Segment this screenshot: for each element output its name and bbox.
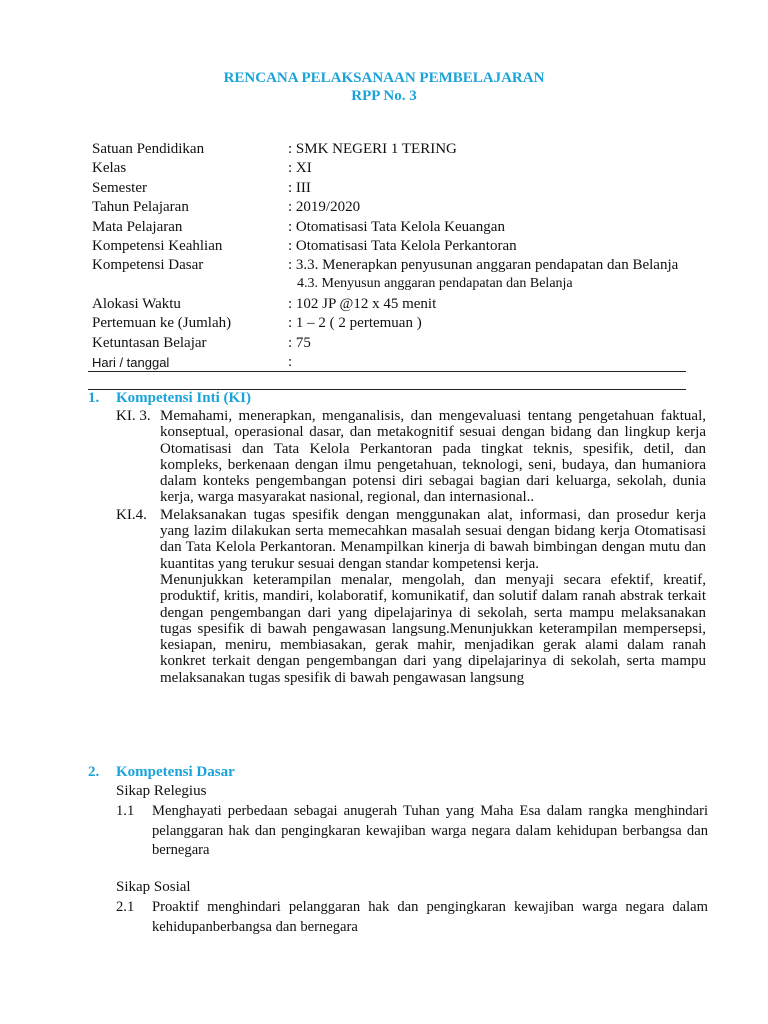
document-title: RENCANA PELAKSANAAN PEMBELAJARAN xyxy=(223,70,545,86)
item-text: Proaktif menghindari pelanggaran hak dan pengingkaran kewajiban warga negara dalam kehidupanberbangsa dan bernegara xyxy=(152,899,708,935)
info-label: Kompetensi Keahlian xyxy=(92,238,223,255)
info-row xyxy=(92,237,712,256)
info-value-group xyxy=(288,256,712,290)
list-item xyxy=(116,898,708,937)
item-label: KI. 3. xyxy=(116,408,151,424)
info-row xyxy=(92,295,712,314)
item-text: Menghayati perbedaan sebagai anugerah Tuhan yang Maha Esa dalam rangka menghindari pelanggaran hak dan pengingkaran kewajiban warga negara dalam kehidupan berbangsa dan bernegara xyxy=(152,803,708,859)
item-text: Memahami, menerapkan, menganalisis, dan mengevaluasi tentang pengetahuan faktual, konseptual, operasional dasar, dan metakognitif sesuai dengan bidang dan lingkup kerja Otomatisasi dan Tata Kelola Perkantoran pada tingkat teknis, spesifik, detil, dan kompleks, berkenaan dengan ilmu pengetahuan, teknologi, seni, budaya, dan humaniora dalam konteks pengembangan potensi diri sebagai bagian dari keluarga, sekolah, dunia kerja, warga masyarakat nasional, regional, dan internasional.. xyxy=(160,408,706,506)
info-label: Ketuntasan Belajar xyxy=(92,334,207,351)
item-text-group xyxy=(160,507,706,686)
info-row xyxy=(92,140,712,159)
list-item xyxy=(116,802,708,861)
section-number: 2. xyxy=(88,764,100,780)
info-value: : Otomatisasi Tata Kelola Keuangan xyxy=(288,218,505,235)
info-row xyxy=(92,179,712,198)
list-item xyxy=(116,408,706,506)
info-value: : XI xyxy=(288,160,312,177)
info-label: Alokasi Waktu xyxy=(92,295,181,312)
group-title: Sikap Sosial xyxy=(116,879,191,895)
info-value: : Otomatisasi Tata Kelola Perkantoran xyxy=(288,238,517,255)
info-value: : xyxy=(288,354,293,371)
document-subtitle: RPP No. 3 xyxy=(351,88,417,104)
section-title: Kompetensi Dasar xyxy=(116,764,235,780)
info-value-secondary: 4.3. Menyusun anggaran pendapatan dan Belanja xyxy=(297,275,573,291)
info-value: : III xyxy=(288,179,311,196)
group-title: Sikap Relegius xyxy=(116,783,207,799)
section-number: 1. xyxy=(88,390,100,406)
info-label: Tahun Pelajaran xyxy=(92,199,189,216)
info-value: : SMK NEGERI 1 TERING xyxy=(288,141,457,157)
info-label: Pertemuan ke (Jumlah) xyxy=(92,315,232,332)
info-row xyxy=(92,218,712,237)
info-row xyxy=(92,353,712,372)
info-value: : 102 JP @12 x 45 menit xyxy=(288,295,437,312)
item-text: Menunjukkan keterampilan menalar, mengolah, dan menyaji secara efektif, kreatif, produktif, kritis, mandiri, kolaboratif, komunikatif, dan solutif dalam ranah abstrak terkait dengan pengembangan dari yang dipelajarinya di sekolah, serta mampu melaksanakan tugas spesifik di bawah pengawasan langsung.Menunjukkan keterampilan mempersepsi, kesiapan, meniru, membiasakan, gerak mahir, menjadikan gerak alami dalam ranah konkret terkait dengan pengembangan dari yang dipelajarinya di sekolah, serta mampu melaksanakan tugas spesifik di bawah pengawasan langsung xyxy=(160,571,706,686)
info-row xyxy=(92,256,712,290)
info-label: Mata Pelajaran xyxy=(92,218,183,235)
info-value: : 2019/2020 xyxy=(288,199,361,216)
ki-list xyxy=(116,408,706,686)
info-label: Semester xyxy=(92,179,147,196)
info-label: Kompetensi Dasar xyxy=(92,257,204,274)
section-heading-kd xyxy=(88,764,235,781)
list-item xyxy=(116,507,706,686)
section-heading-ki xyxy=(88,390,251,407)
item-label: 2.1 xyxy=(116,899,135,915)
section-title: Kompetensi Inti (KI) xyxy=(116,390,251,406)
info-label: Kelas xyxy=(92,160,127,177)
info-label: Satuan Pendidikan xyxy=(92,141,205,157)
info-value: : 1 – 2 ( 2 pertemuan ) xyxy=(288,315,422,332)
info-row xyxy=(92,159,712,178)
info-row xyxy=(92,198,712,217)
info-row xyxy=(92,334,712,353)
info-value: : 75 xyxy=(288,334,311,351)
item-label: KI.4. xyxy=(116,506,147,523)
divider-line xyxy=(88,371,686,372)
info-row xyxy=(92,314,712,333)
item-text: Melaksanakan tugas spesifik dengan menggunakan alat, informasi, dan prosedur kerja yang lazim dilakukan serta memecahkan masalah sesuai dengan bidang kerja Otomatisasi dan Tata Kelola Perkantoran. Menampilkan kinerja di bawah bimbingan dengan mutu dan kuantitas yang terukur sesuai dengan standar kompetensi kerja. xyxy=(160,506,706,572)
item-label: 1.1 xyxy=(116,803,135,819)
info-label: Hari / tanggal xyxy=(92,355,170,371)
info-value: : 3.3. Menerapkan penyusunan anggaran pendapatan dan Belanja xyxy=(288,257,679,274)
identity-table xyxy=(92,140,712,372)
